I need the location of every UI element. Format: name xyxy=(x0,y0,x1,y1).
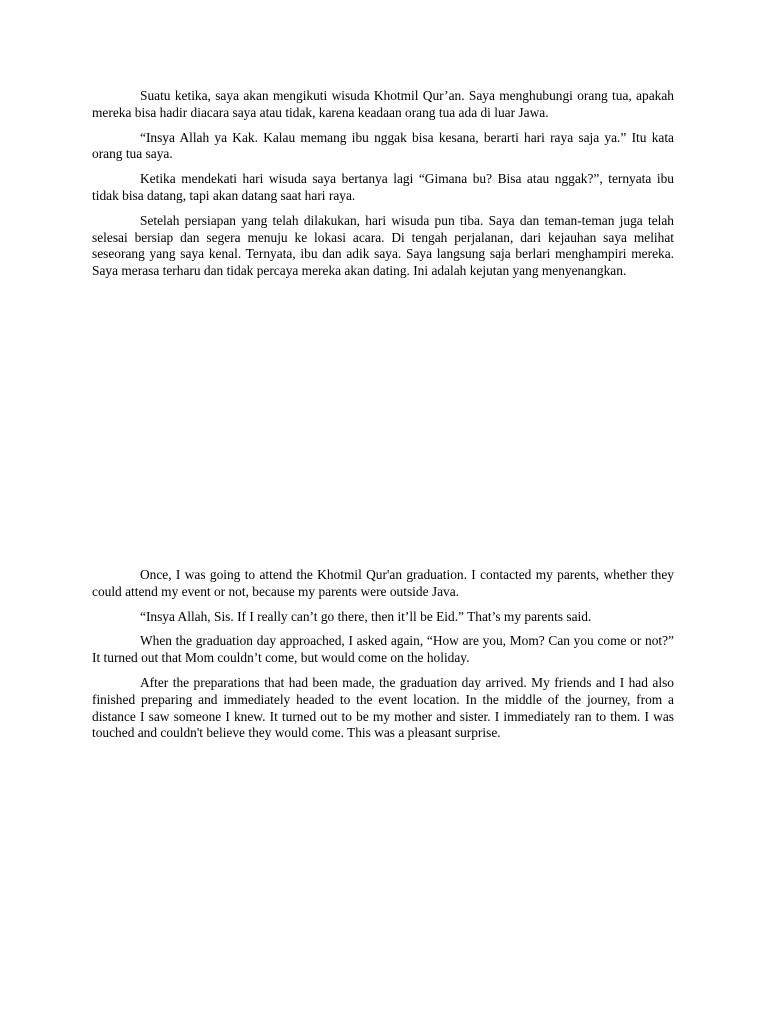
paragraph-id-3: Ketika mendekati hari wisuda saya bertanya lagi “Gimana bu? Bisa atau nggak?”, ternyata ibu tidak bisa datang, tapi akan datang saat hari raya. xyxy=(92,171,674,203)
paragraph-id-4: Setelah persiapan yang telah dilakukan, hari wisuda pun tiba. Saya dan teman-teman juga telah selesai bersiap dan segera menuju ke lokasi acara. Di tengah perjalanan, dari kejauhan saya melihat seseorang yang saya kenal. Ternyata, ibu dan adik saya. Saya langsung saja berlari menghampiri mereka. Saya merasa terharu dan tidak percaya mereka akan dating. Ini adalah kejutan yang menyenangkan. xyxy=(92,212,674,279)
paragraph-en-4: After the preparations that had been made, the graduation day arrived. My friends and I had also finished preparing and immediately headed to the event location. In the middle of the journey, from a distance I saw someone I knew. It turned out to be my mother and sister. I immediately ran to them. I was touched and couldn't believe they would come. This was a pleasant surprise. xyxy=(92,674,674,741)
paragraph-id-1: Suatu ketika, saya akan mengikuti wisuda Khotmil Qur’an. Saya menghubungi orang tua, apakah mereka bisa hadir diacara saya atau tidak, karena keadaan orang tua ada di luar Jawa. xyxy=(92,88,674,120)
paragraph-en-3: When the graduation day approached, I asked again, “How are you, Mom? Can you come or not?” It turned out that Mom couldn’t come, but would come on the holiday. xyxy=(92,633,674,666)
paragraph-id-2: “Insya Allah ya Kak. Kalau memang ibu nggak bisa kesana, berarti hari raya saja ya.” Itu kata orang tua saya. xyxy=(92,129,674,162)
english-story-section xyxy=(92,567,674,750)
paragraph-en-1: Once, I was going to attend the Khotmil Qur'an graduation. I contacted my parents, whether they could attend my event or not, because my parents were outside Java. xyxy=(92,567,674,599)
indonesian-story-section xyxy=(92,88,674,288)
paragraph-en-2: “Insya Allah, Sis. If I really can’t go there, then it’ll be Eid.” That’s my parents said. xyxy=(140,608,592,624)
